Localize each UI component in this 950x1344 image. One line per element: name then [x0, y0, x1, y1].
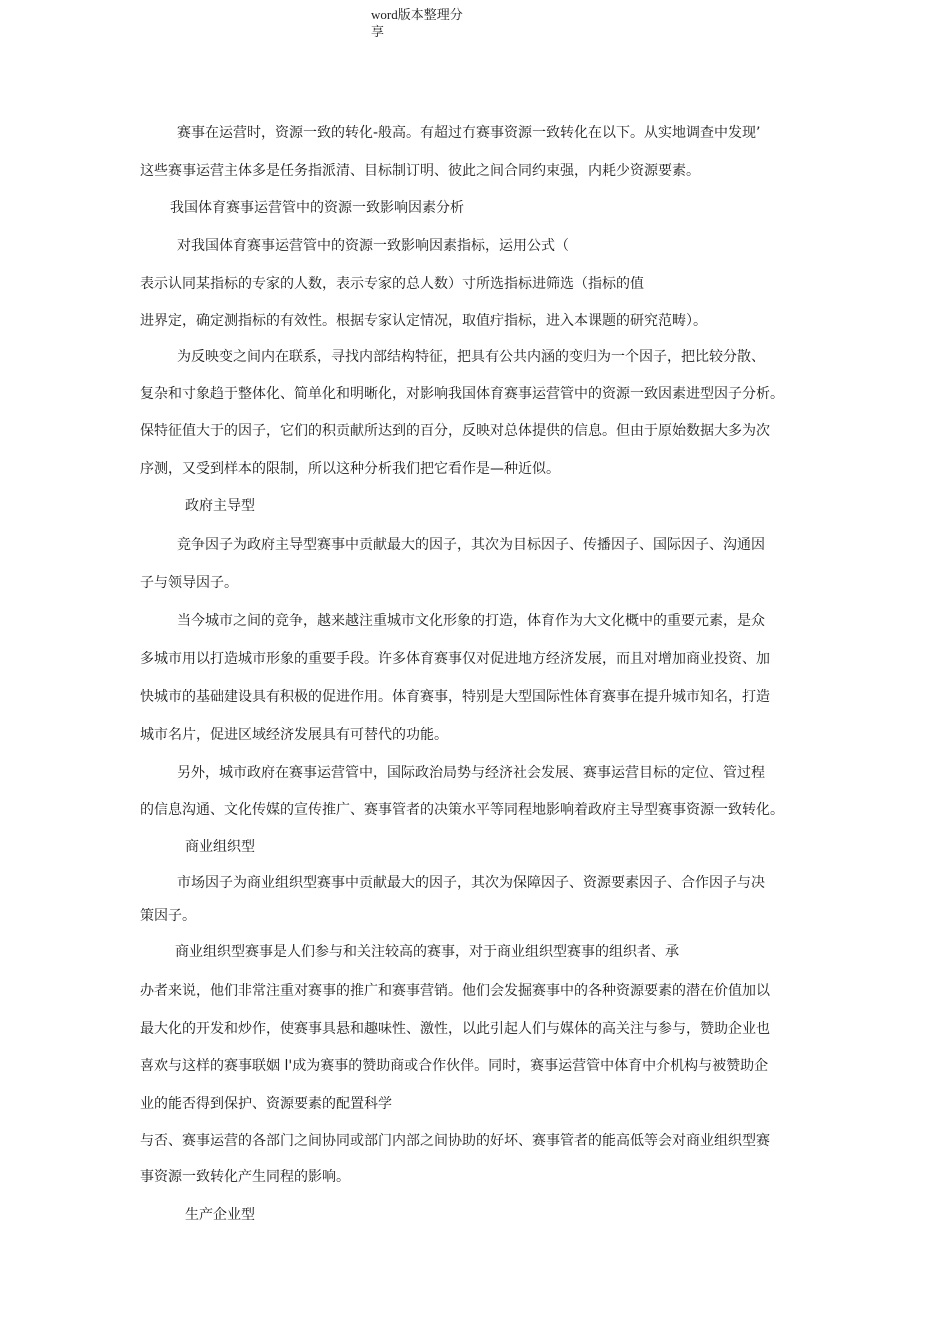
paragraph-line: 市场因子为商业组织型赛事中贡献最大的因子，其次为保障因子、资源要素因子、合作因子与决	[177, 875, 765, 891]
paragraph-line: 事资源一致转化产生同程的影响。	[140, 1169, 350, 1185]
paragraph-line: 商业组织型赛事是人们参与和关注较高的赛事，对于商业组织型赛事的组织者、承	[175, 944, 679, 960]
paragraph-line: 多城市用以打造城市形象的重要手段。许多体育赛事仅对促进地方经济发展，而且对增加商业投资、加	[140, 651, 770, 667]
section-heading: 我国体育赛事运营管中的资源一致影响因素分析	[170, 200, 464, 216]
paragraph-line: 办者来说，他们非常注重对赛事的推广和赛事营销。他们会发掘赛事中的各种资源要素的潜在价值加以	[140, 983, 770, 999]
paragraph-line: 保特征值大于的因子，它们的积贡献所达到的百分，反映对总体提供的信息。但由于原始数据大多为次	[140, 423, 770, 439]
paragraph-line: 喜欢与这样的赛事联姻 l'成为赛事的赞助商或合作伙伴。同时，赛事运营管中体育中介机构与被赞助企	[140, 1058, 769, 1074]
paragraph-line: 这些赛事运营主体多是任务指派清、目标制订明、彼此之间合同约束强，内耗少资源要素。	[140, 163, 700, 179]
subsection-heading: 商业组织型	[185, 839, 255, 855]
paragraph-line: 的信息沟通、文化传媒的宣传推广、赛事管者的决策水平等同程地影响着政府主导型赛事资源一致转化。	[140, 802, 784, 818]
paragraph-line: 竞争因子为政府主导型赛事中贡献最大的因子，其次为目标因子、传播因子、国际因子、沟通因	[177, 537, 765, 553]
paragraph-line: 对我国体育赛事运营管中的资源一致影响因素指标，运用公式（	[177, 238, 569, 254]
paragraph-line: 策因子。	[140, 908, 196, 924]
header-line-2: 享	[371, 24, 385, 39]
subsection-heading: 政府主导型	[185, 498, 255, 514]
paragraph-line: 进界定，确定测指标的有效性。根据专家认定情况，取值疔指标，进入本课题的研究范畴）。	[140, 313, 707, 329]
subsection-heading: 生产企业型	[185, 1207, 255, 1223]
paragraph-line: 业的能否得到保护、资源要素的配置科学	[140, 1096, 392, 1112]
paragraph-line: 快城市的基础建设具有积极的促进作用。体育赛事，特别是大型国际性体育赛事在提升城市知名，打造	[140, 689, 770, 705]
paragraph-line: 城市名片，促进区域经济发展具有可替代的功能。	[140, 727, 448, 743]
paragraph-line: 复杂和寸象趋于整体化、简单化和明晰化，对影响我国体育赛事运营管中的资源一致因素进型因子分析。	[140, 386, 784, 402]
paragraph-line: 赛事在运营时，资源一致的转化-般高。有超过冇赛事资源一致转化在以下。从实地调查中发现’	[177, 125, 761, 141]
paragraph-line: 当今城市之间的竞争，越来越注重城市文化形象的打造，体育作为大文化概中的重要元素，是众	[177, 613, 765, 629]
header-line-1: word版本整理分	[371, 7, 463, 22]
paragraph-line: 另外，城市政府在赛事运营管中，国际政治局势与经济社会发展、赛事运营目标的定位、管过程	[177, 765, 765, 781]
paragraph-line: 序测，又受到样本的限制，所以这种分析我们把它看作是—种近似。	[140, 461, 560, 477]
paragraph-line: 表示认同某指标的专家的人数，表示专家的总人数）寸所选指标进筛选（指标的值	[140, 276, 644, 292]
paragraph-line: 最大化的开发和炒作，使赛事具悬和趣味性、激性，以此引起人们与媒体的高关注与参与，赞助企业也	[140, 1021, 770, 1037]
paragraph-line: 为反映变之间内在联系，寻找内部结构特征，把具有公共内涵的变归为一个因子，把比较分散、	[177, 349, 765, 365]
paragraph-line: 与否、赛事运营的各部门之间协同或部门内部之间协助的好坏、赛事管者的能高低等会对商业组织型赛	[140, 1133, 770, 1149]
page-header	[371, 6, 481, 40]
paragraph-line: 子与领导因子。	[140, 575, 238, 591]
